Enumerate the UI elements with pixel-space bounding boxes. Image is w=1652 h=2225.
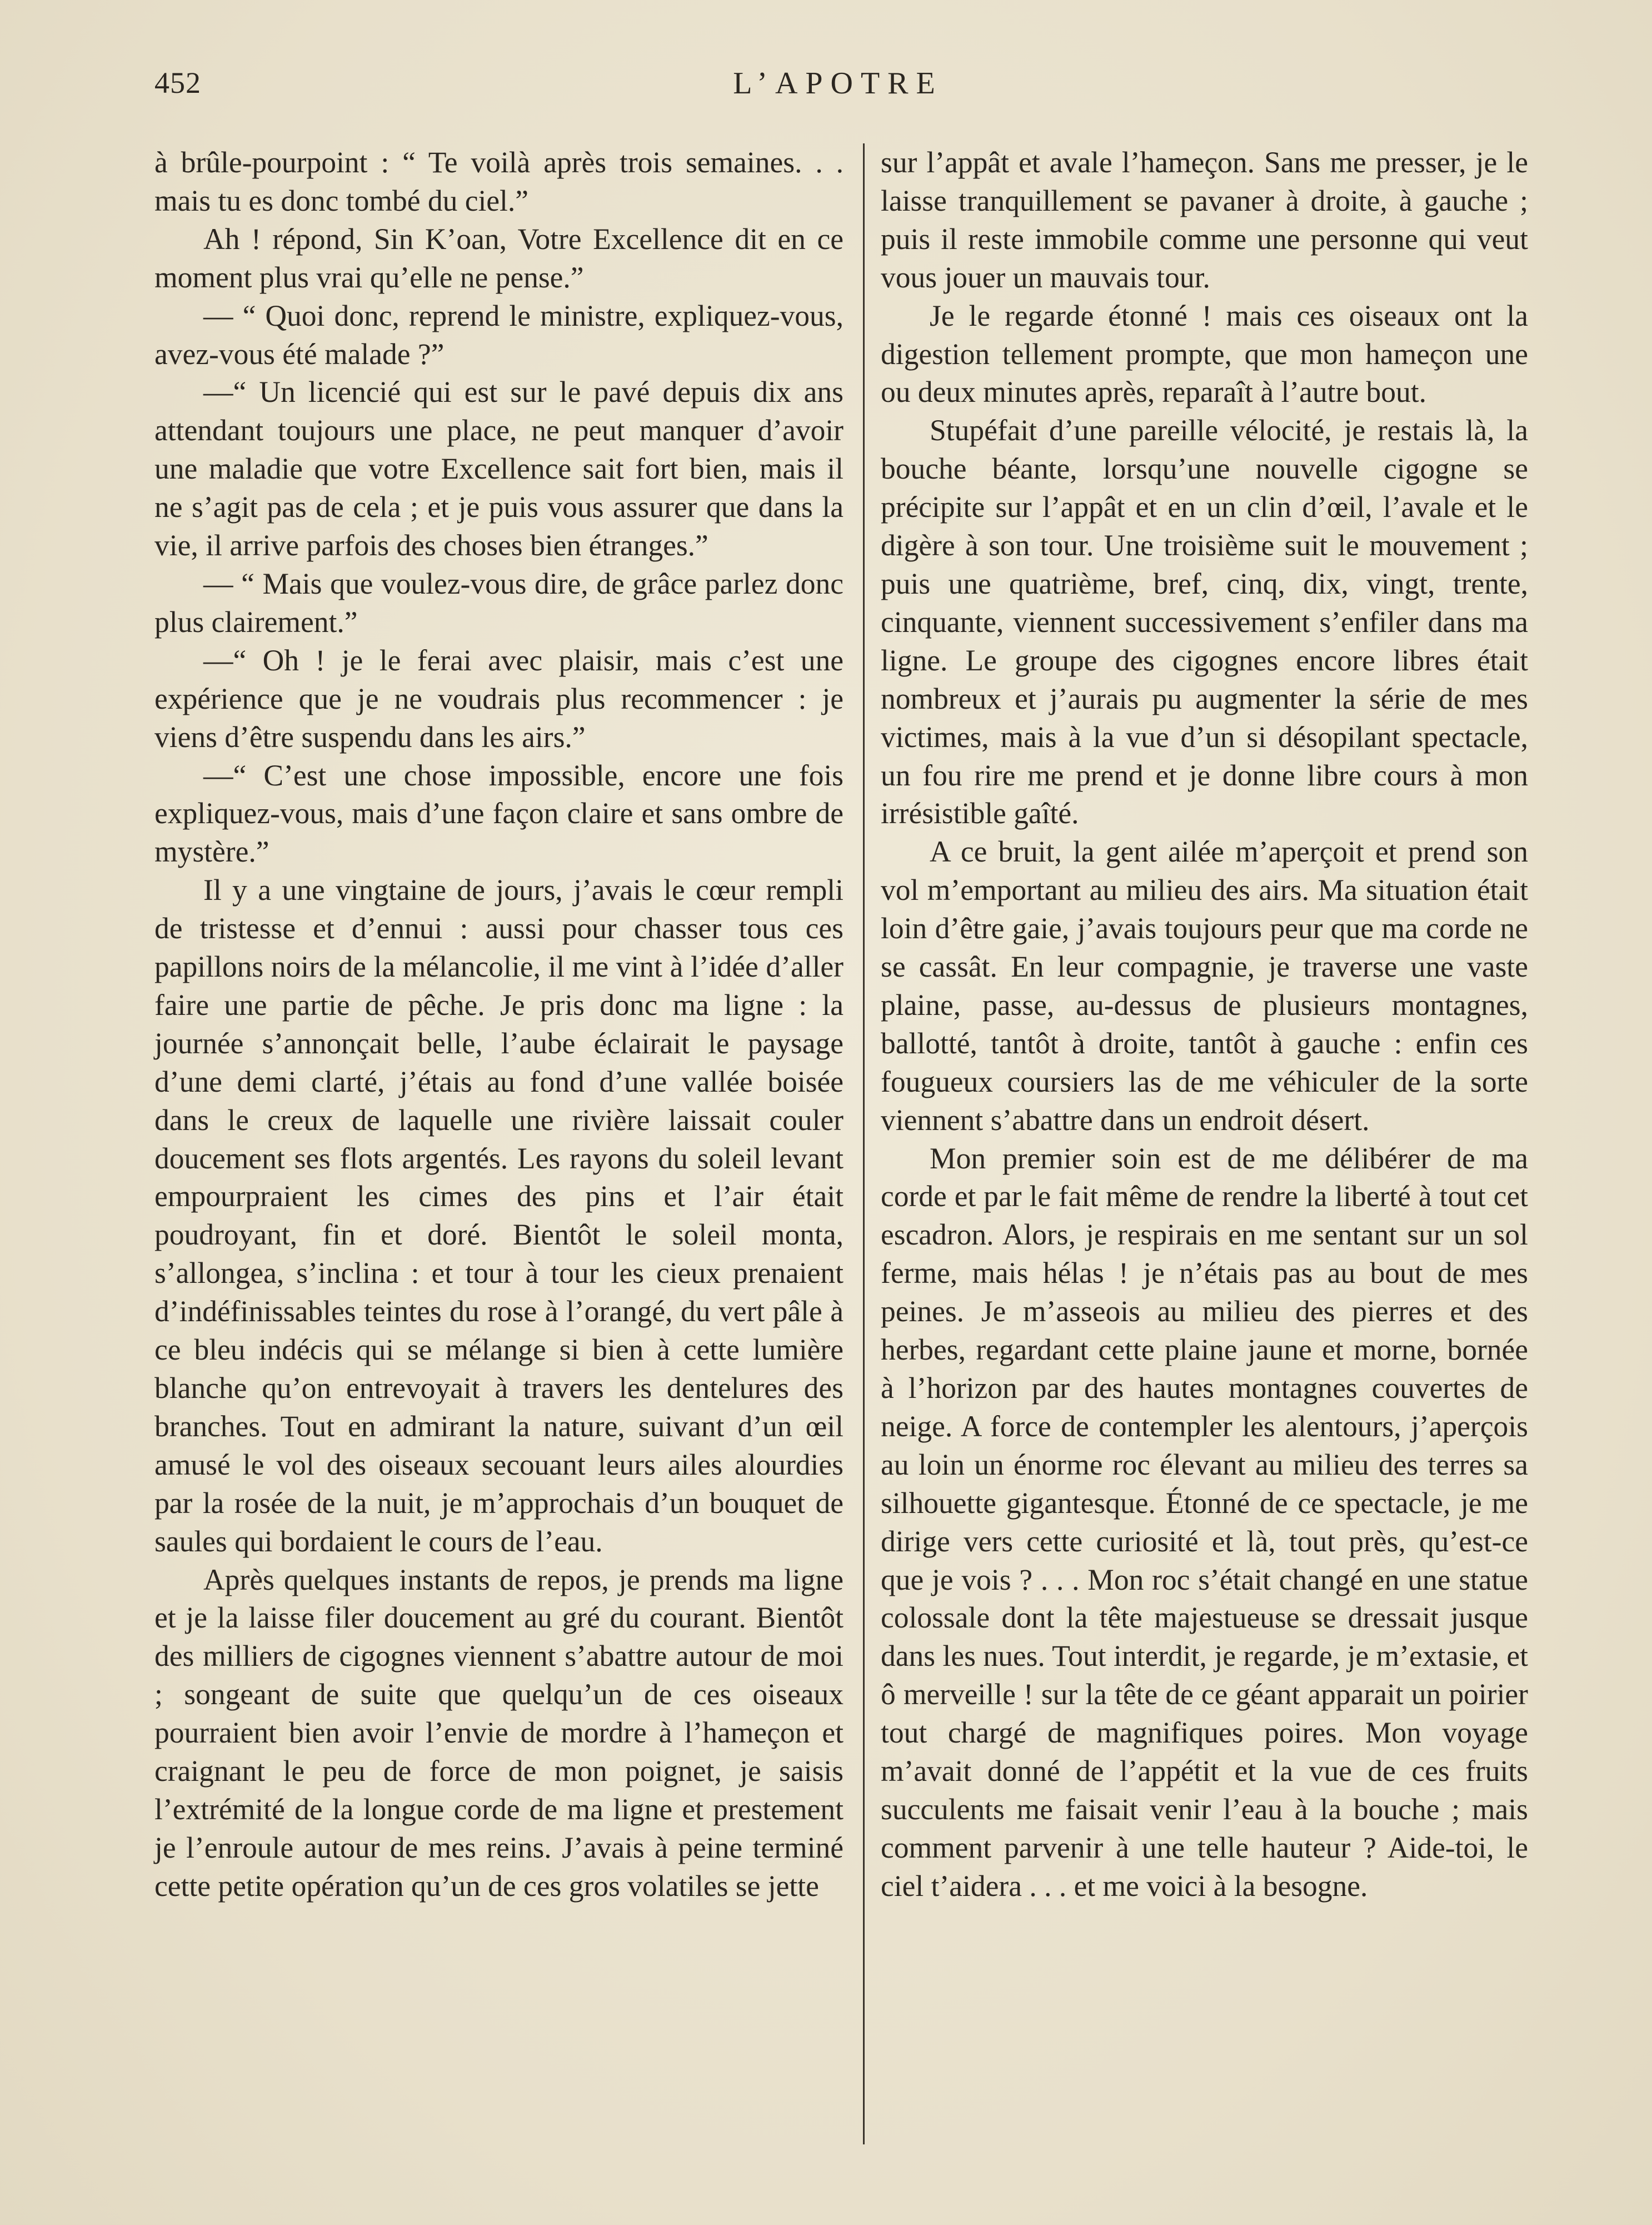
paragraph: Stupéfait d’une pareille vélocité, je restais là, la bouche béante, lorsqu’une nouvelle cigogne se précipite sur l’appât et en un clin d’œil, l’avale et le digère à son tour. Une troisième suit le mouvement ; puis une quatrième, bref, cinq, dix, vingt, trente, cinquante, viennent successivement s’enfiler dans ma ligne. Le groupe des cigognes encore libres était nombreux et j’aurais pu augmenter la série de mes victimes, mais à la vue d’un si désopilant spectacle, un fou rire me prend et je donne libre cours à mon irrésistible gaîté. xyxy=(881,414,1528,830)
paragraph: Ah ! répond, Sin K’oan, Votre Excellence dit en ce moment plus vrai qu’elle ne pense.” xyxy=(154,222,844,294)
page-header xyxy=(154,66,1521,116)
paragraph: sur l’appât et avale l’hameçon. Sans me presser, je le laisse tranquillement se pavaner à droite, à gauche ; puis il reste immobile comme une personne qui veut vous jouer un mauvais tour. xyxy=(881,146,1528,294)
running-title: L’APOTRE xyxy=(733,66,943,101)
paragraph: — “ Quoi donc, reprend le ministre, expliquez-vous, avez-vous été malade ?” xyxy=(154,298,844,371)
paragraph: —“ Oh ! je le ferai avec plaisir, mais c’est une expérience que je ne voudrais plus recommencer : je viens d’être suspendu dans les airs.” xyxy=(154,643,844,754)
left-column xyxy=(154,143,844,1905)
paragraph: Je le regarde étonné ! mais ces oiseaux ont la digestion tellement prompte, que mon hameçon une ou deux minutes après, reparaît à l’autre bout. xyxy=(881,298,1528,409)
paragraph: Il y a une vingtaine de jours, j’avais le cœur rempli de tristesse et d’ennui : aussi pour chasser tous ces papillons noirs de la mélancolie, il me vint à l’idée d’aller faire une partie de pêche. Je pris donc ma ligne : la journée s’annonçait belle, l’aube éclairait le paysage d’une demi clarté, j’étais au fond d’une vallée boisée dans le creux de laquelle une rivière laissait couler doucement ses flots argentés. Les rayons du soleil levant empourpraient les cimes des pins et l’air était poudroyant, fin et doré. Bientôt le soleil monta, s’allongea, s’inclina : et tour à tour les cieux prenaient d’indéfinissables teintes du rose à l’orangé, du vert pâle à ce bleu indécis qui se mélange si bien à cette lumière blanche qu’on entrevoyait à travers les dentelures des branches. Tout en admirant la nature, suivant d’un œil amusé le vol des oiseaux secouant leurs ailes alourdies par la rosée de la nuit, je m’approchais d’un bouquet de saules qui bordaient le cours de l’eau. xyxy=(154,873,844,1558)
column-divider xyxy=(863,143,865,2144)
paragraph: —“ Un licencié qui est sur le pavé depuis dix ans attendant toujours une place, ne peut manquer d’avoir une maladie que votre Excellence sait fort bien, mais il ne s’agit pas de cela ; et je puis vous assurer que dans la vie, il arrive parfois des choses bien étranges.” xyxy=(154,375,844,563)
paragraph: à brûle-pourpoint : “ Te voilà après trois semaines. . . mais tu es donc tombé du ciel.” xyxy=(154,146,844,217)
page-number: 452 xyxy=(154,66,201,99)
paragraph: Mon premier soin est de me délibérer de ma corde et par le fait même de rendre la liberté à tout cet escadron. Alors, je respirais en me sentant sur un sol ferme, mais hélas ! je n’étais pas au bout de mes peines. Je m’asseois au milieu des pierres et des herbes, regardant cette plaine jaune et morne, bornée à l’horizon par des hautes montagnes couvertes de neige. A force de contempler les alentours, j’aperçois au loin un énorme roc élevant au milieu des terres sa silhouette gigantesque. Étonné de ce spectacle, je me dirige vers cette curiosité et là, tout près, qu’est-ce que je vois ? . . . Mon roc s’était changé en une statue colossale dont la tête majestueuse se dressait jusque dans les nues. Tout interdit, je regarde, je m’extasie, et ô merveille ! sur la tête de ce géant apparait un poirier tout chargé de magnifiques poires. Mon voyage m’avait donné de l’appétit et la vue de ces fruits succulents me faisait venir l’eau à la bouche ; mais comment parvenir à une telle hauteur ? Aide-toi, le ciel t’aidera . . . et me voici à la besogne. xyxy=(881,1141,1528,1903)
paragraph: —“ C’est une chose impossible, encore une fois expliquez-vous, mais d’une façon claire et sans ombre de mystère.” xyxy=(154,758,844,869)
right-column xyxy=(881,143,1528,1905)
paragraph: — “ Mais que voulez-vous dire, de grâce parlez donc plus clairement.” xyxy=(154,566,844,639)
paragraph: Après quelques instants de repos, je prends ma ligne et je la laisse filer doucement au gré du courant. Bientôt des milliers de cigognes viennent s’abattre autour de moi ; songeant de suite que quelqu’un de ces oiseaux pourraient bien avoir l’envie de mordre à l’hameçon et craignant le peu de force de mon poignet, je saisis l’extrémité de la longue corde de ma ligne et prestement je l’enroule autour de mes reins. J’avais à peine terminé cette petite opération qu’un de ces gros volatiles se jette xyxy=(154,1562,844,1903)
paragraph: A ce bruit, la gent ailée m’aperçoit et prend son vol m’emportant au milieu des airs. Ma situation était loin d’être gaie, j’avais toujours peur que ma corde ne se cassât. En leur compagnie, je traverse une vaste plaine, passe, au-dessus de plusieurs montagnes, ballotté, tantôt à droite, tantôt à gauche : enfin ces fougueux coursiers las de me véhiculer de la sorte viennent s’abattre dans un endroit désert. xyxy=(881,835,1528,1137)
